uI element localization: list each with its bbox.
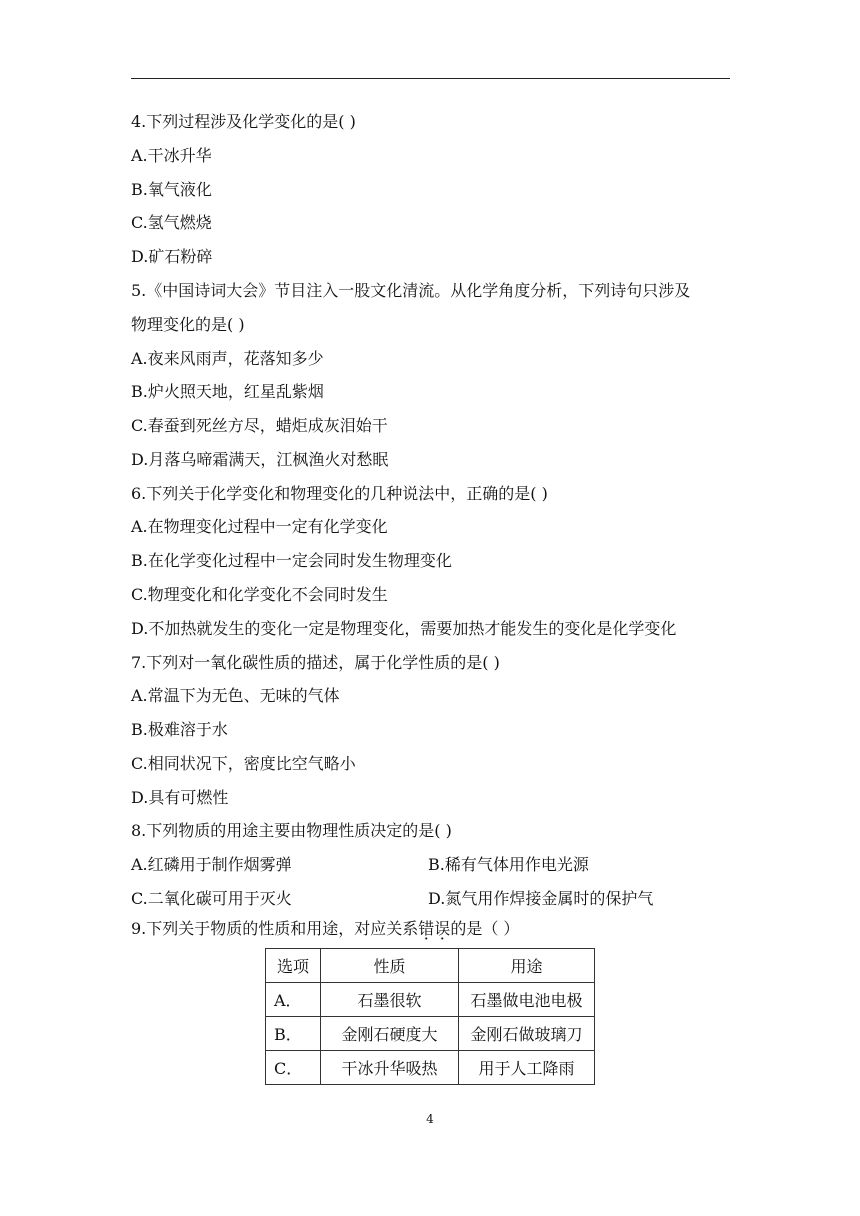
q7-option-d: D.具有可燃性 [131,788,229,807]
q4-stem: 4.下列过程涉及化学变化的是( ) [131,112,356,131]
q7-option-b: B.极难溶于水 [131,720,228,739]
table-row [266,1051,595,1085]
q6-option-a: A.在物理变化过程中一定有化学变化 [131,517,388,536]
table-row [266,1017,595,1051]
q5-option-c: C.春蚕到死丝方尽，蜡炬成灰泪始干 [131,416,388,435]
table-cell-option: B． [266,1017,321,1051]
q6-option-b: B.在化学变化过程中一定会同时发生物理变化 [131,551,452,570]
q8-option-a: A.红磷用于制作烟雾弹 [131,855,292,874]
q9-stem [131,918,519,940]
table-row [266,983,595,1017]
header-rule [131,78,730,79]
q5-option-b: B.炉火照天地，红星乱紫烟 [131,382,324,401]
q6-option-d: D.不加热就发生的变化一定是物理变化，需要加热才能发生的变化是化学变化 [131,619,677,638]
q9-table [265,948,595,1085]
q9-stem-before: 9.下列关于物质的性质和用途，对应关系 [131,919,419,938]
q7-stem: 7.下列对一氧化碳性质的描述，属于化学性质的是( ) [131,653,500,672]
q6-stem: 6.下列关于化学变化和物理变化的几种说法中，正确的是( ) [131,484,548,503]
q9-emphasis-2: 误 [434,919,451,938]
table-cell-option: C． [266,1051,321,1085]
table-header-option: 选项 [266,949,321,983]
q4-option-c: C.氢气燃烧 [131,213,212,232]
q7-option-a: A.常温下为无色、无味的气体 [131,686,340,705]
q6-option-c: C.物理变化和化学变化不会同时发生 [131,585,388,604]
q8-option-d: D.氮气用作焊接金属时的保护气 [428,889,654,908]
table-header-property: 性质 [321,949,459,983]
q5-option-a: A.夜来风雨声，花落知多少 [131,349,324,368]
q4-option-a: A.干冰升华 [131,146,212,165]
table-header-use: 用途 [459,949,595,983]
q5-stem-line1: 5.《中国诗词大会》节目注入一股文化清流。从化学角度分析，下列诗句只涉及 [131,281,691,300]
q8-stem: 8.下列物质的用途主要由物理性质决定的是( ) [131,821,452,840]
q5-stem-line2: 物理变化的是( ) [131,315,245,334]
table-cell-property: 金刚石硬度大 [321,1017,459,1051]
table-cell-option: A． [266,983,321,1017]
table-header-row [266,949,595,983]
q7-option-c: C.相同状况下，密度比空气略小 [131,754,356,773]
q8-option-c: C.二氧化碳可用于灭火 [131,889,292,908]
table-cell-property: 石墨很软 [321,983,459,1017]
table-cell-use: 金刚石做玻璃刀 [459,1017,595,1051]
q4-option-b: B.氧气液化 [131,180,212,199]
q4-option-d: D.矿石粉碎 [131,247,213,266]
q9-emphasis-1: 错 [418,919,435,938]
page-number: 4 [426,1112,434,1126]
q8-option-b: B.稀有气体用作电光源 [428,855,589,874]
table-cell-use: 用于人工降雨 [459,1051,595,1085]
table-cell-use: 石墨做电池电极 [459,983,595,1017]
q9-stem-after: 的是（ ） [450,919,520,938]
q5-option-d: D.月落乌啼霜满天，江枫渔火对愁眠 [131,450,389,469]
table-cell-property: 干冰升华吸热 [321,1051,459,1085]
